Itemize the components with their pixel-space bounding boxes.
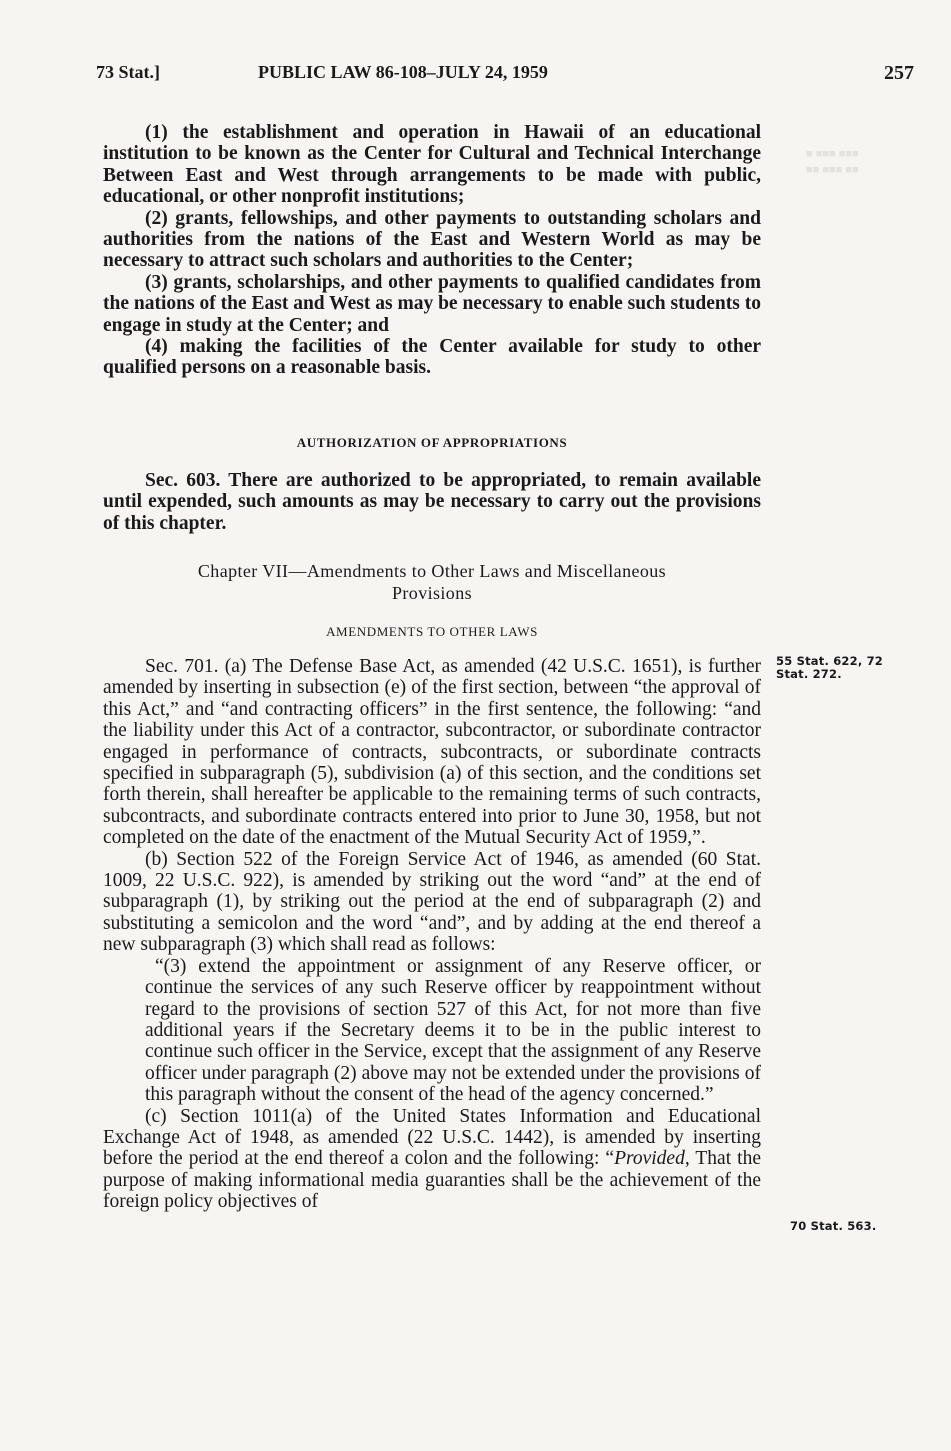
section-701-c <box>103 1106 761 1213</box>
section-603-text: Sec. 603. There are authorized to be appropriated, to remain available until expended, such amounts as may be necessary to carry out the provisions of this chapter. <box>103 470 761 534</box>
section-701 <box>103 656 761 1213</box>
list-item: (4) making the facilities of the Center available for study to other qualified persons on a reasonable basis. <box>103 336 761 379</box>
quoted-subparagraph-text: “(3) extend the appointment or assignment of any Reserve officer, or continue the services of any such Reserve officer by reappointment without regard to the provisions of section 527 of this Act, for not more than five additional years if the Secretary deems it to be in the public interest to continue such officer in the Service, except that the assignment of any Reserve officer under paragraph (2) above may not be extended under the provisions of this paragraph without the consent of the head of the agency concerned.” <box>145 955 761 1106</box>
chapter-heading-line2: Provisions <box>391 583 473 603</box>
chapter-heading <box>103 560 761 604</box>
enumerated-list <box>103 122 761 379</box>
page-header <box>96 62 914 92</box>
margin-citation-1-line1: 55 Stat. 622, 72 <box>776 654 883 668</box>
section-701-c-end: , That the purpose of making informational media guaranties shall be the achievement of the foreign policy objectives of <box>103 1148 761 1213</box>
chapter-heading-line1: Chapter VII—Amendments to Other Laws and Miscellaneous <box>197 561 667 581</box>
list-item: (2) grants, fellowships, and other payments to outstanding scholars and authorities from the nations of the East and Western World as may be necessary to attract such scholars and authorities to the Center; <box>103 207 761 272</box>
quoted-subparagraph <box>103 956 761 1106</box>
margin-citation-1-line2: Stat. 272. <box>776 667 842 681</box>
list-item: (1) the establishment and operation in Hawaii of an educational institution to be known as the Center for Cultural and Technical Interchange Between East and West through arrangements to be made with public, educational, or other nonprofit institutions; <box>103 122 761 208</box>
bleed-through-mark: ■ ■■■ ■■■ <box>806 148 859 160</box>
margin-citation-1 <box>776 655 916 681</box>
running-title: PUBLIC LAW 86-108–JULY 24, 1959 <box>258 62 548 82</box>
section-701-a: Sec. 701. (a) The Defense Base Act, as amended (42 U.S.C. 1651), is further amended by inserting in subsection (e) of the first section, between “the approval of this Act,” and “and contracting officers” in the first sentence, the following: “and the liability under this Act of a contractor, subcontractor, or subordinate contractor engaged in performance of contracts, subcontracts, or subordinate contracts specified in subparagraph (5), subdivision (a) of this section, and the conditions set forth therein, shall hereafter be applicable to the remaining terms of such contracts, subcontracts, and subordinate contracts entered into prior to June 30, 1958, but not completed on the date of the enactment of the Mutual Security Act of 1959,”. <box>103 656 761 849</box>
section-heading-amendments: AMENDMENTS TO OTHER LAWS <box>326 624 538 639</box>
section-701-c-start: (c) Section 1011(a) of the United States Information and Educational Exchange Act of 1948, as amended (22 U.S.C. 1442), is amended by inserting before the period at the end thereof a colon and the following: “ <box>103 1105 761 1170</box>
margin-citation-2: 70 Stat. 563. <box>790 1219 877 1233</box>
page-number: 257 <box>884 62 914 84</box>
list-item: (3) grants, scholarships, and other payments to qualified candidates from the nations of the East and West as may be necessary to enable such students to engage in study at the Center; and <box>103 271 761 336</box>
section-603 <box>103 470 761 534</box>
section-701-b: (b) Section 522 of the Foreign Service Act of 1946, as amended (60 Stat. 1009, 22 U.S.C. 922), is amended by striking out the word “and” at the end of subparagraph (1), by striking out the period at the end of subparagraph (2) and substituting a semicolon and the word “and”, and by adding at the end thereof a new subparagraph (3) which shall read as follows: <box>103 848 761 956</box>
bleed-through-mark: ■■ ■■■ ■■ <box>806 164 859 176</box>
provided-term: Provided <box>614 1148 685 1170</box>
section-heading-authorization: AUTHORIZATION OF APPROPRIATIONS <box>296 435 568 450</box>
volume-reference: 73 Stat.] <box>96 62 160 82</box>
